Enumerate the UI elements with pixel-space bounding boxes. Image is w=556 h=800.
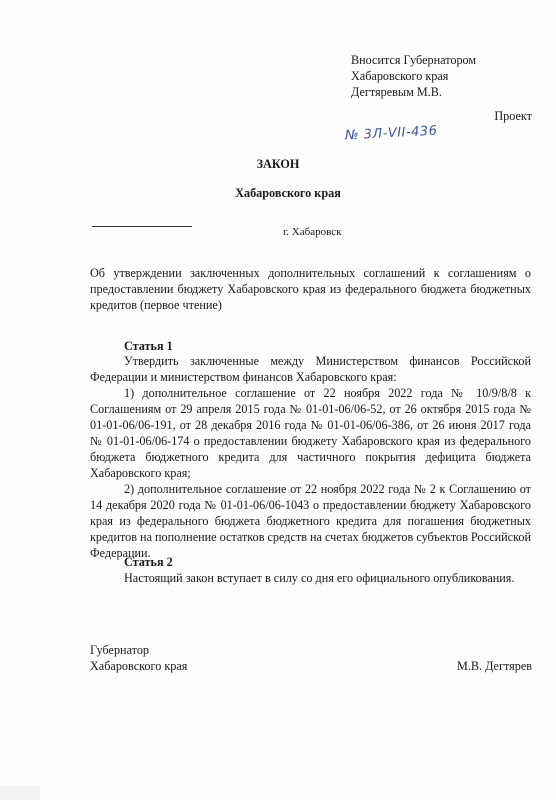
- registration-number-stamp: № 3Л-VII-436: [344, 123, 438, 144]
- date-blank-line: [92, 226, 192, 227]
- submitted-by-line-1: Вносится Губернатором: [351, 53, 477, 67]
- signature-position: [90, 642, 187, 674]
- article-1-body: [90, 353, 531, 561]
- law-title: ЗАКОН: [256, 157, 300, 171]
- city-label: г. Хабаровск: [283, 226, 342, 238]
- law-region-title: Хабаровского края: [235, 186, 341, 200]
- submitted-by-line-3: Дегтяревым М.В.: [351, 85, 442, 99]
- article-2-heading: Статья 2: [124, 555, 173, 569]
- article-1-heading: Статья 1: [124, 339, 173, 353]
- article-1-item-1: 1) дополнительное соглашение от 22 ноября 2022 года № 10/9/8/8 к Соглашениям от 29 апреля 2015 года № 01-01-06/06-52, от 26 октября 2015 года № 01-01-06/06-191, от 28 декабря 2016 года № 01-01-06/06-386, от 26 июня 2017 года № 01-01-06/06-174 о предоставлении бюджету Хабаровского края из федерального бюджета бюджетного кредита для частичного покрытия дефицита бюджета Хабаровского края;: [90, 386, 531, 480]
- submitted-by-line-2: Хабаровского края: [351, 69, 449, 83]
- signature-position-line-2: Хабаровского края: [90, 659, 188, 673]
- submitted-by-block: [351, 52, 476, 100]
- article-1-item-2: 2) дополнительное соглашение от 22 ноября 2022 года № 2 к Соглашению от 14 декабря 2020 года № 01-01-06/06-1043 о предоставлении бюджету Хабаровского края из федерального бюджета бюджетного кредита для погашения бюджетных кредитов на пополнение остатков средств на счетах бюджетов субъектов Российской Федерации.: [90, 482, 531, 560]
- article-2-text: Настоящий закон вступает в силу со дня его официального опубликования.: [124, 571, 515, 585]
- article-1-intro: Утвердить заключенные между Министерством финансов Российской Федерации и министерством финансов Хабаровского края:: [90, 354, 531, 384]
- signature-position-line-1: Губернатор: [90, 643, 150, 657]
- law-subject: Об утверждении заключенных дополнительных соглашений к соглашениям о предоставлении бюджету Хабаровского края из федерального бюджета бюджетных кредитов (первое чтение): [90, 266, 531, 312]
- scan-artifact: [0, 786, 40, 800]
- draft-status-label: Проект: [494, 109, 532, 123]
- signature-name: М.В. Дегтярев: [456, 659, 532, 673]
